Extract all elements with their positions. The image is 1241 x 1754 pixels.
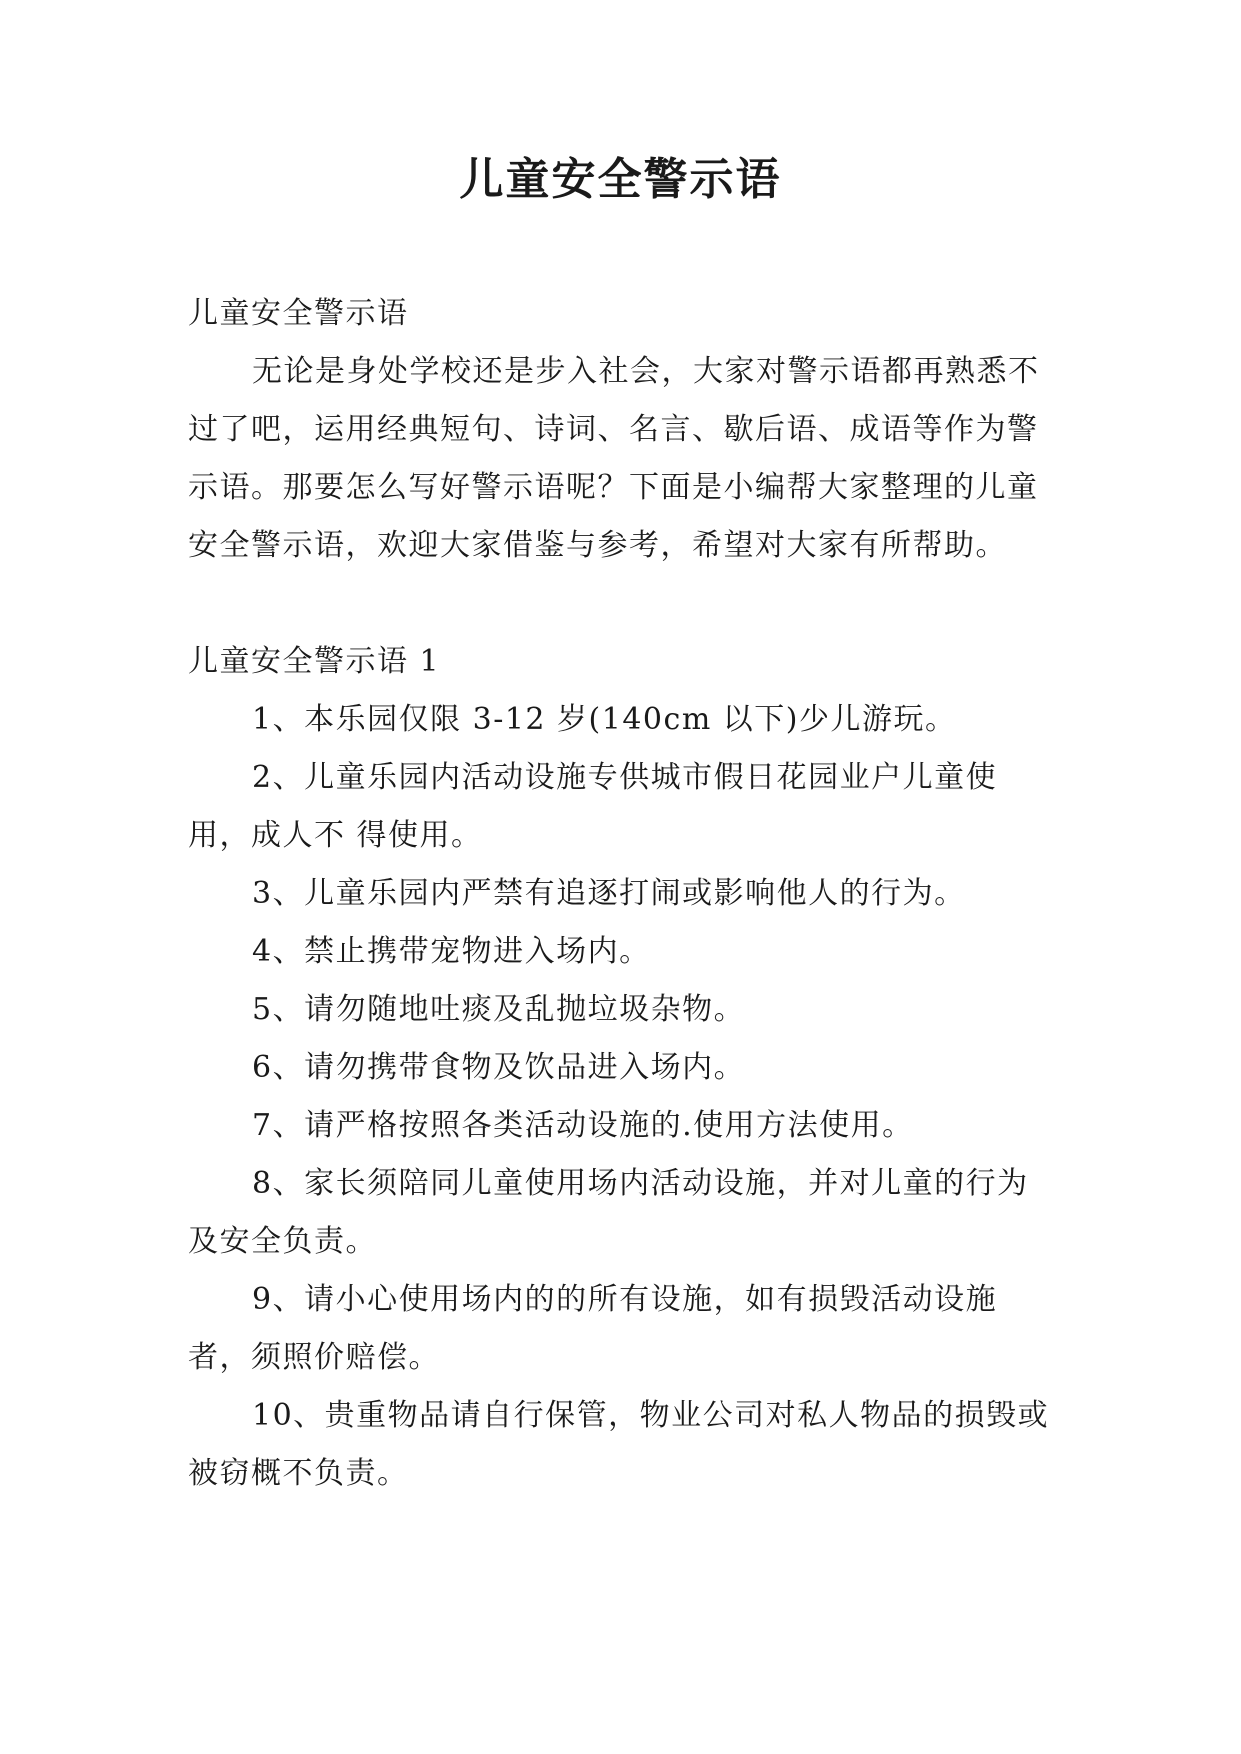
intro-heading: 儿童安全警示语 — [188, 296, 409, 331]
list-item: 8、家长须陪同儿童使用场内活动设施，并对儿童的行为及安全负责。 — [188, 1166, 1029, 1259]
list-item: 7、请严格按照各类活动设施的.使用方法使用。 — [252, 1108, 914, 1143]
list-item: 5、请勿随地吐痰及乱抛垃圾杂物。 — [252, 992, 746, 1027]
list-item: 9、请小心使用场内的的所有设施，如有损毁活动设施者，须照价赔偿。 — [188, 1282, 998, 1375]
list-item: 6、请勿携带食物及饮品进入场内。 — [252, 1050, 746, 1085]
list-item: 4、禁止携带宠物进入场内。 — [252, 934, 651, 969]
intro-paragraph: 无论是身处学校还是步入社会，大家对警示语都再熟悉不过了吧，运用经典短句、诗词、名言、歇后语、成语等作为警示语。那要怎么写好警示语呢？下面是小编帮大家整理的儿童安全警示语，欢迎大家借鉴与参考，希望对大家有所帮助。 — [188, 354, 1040, 563]
document-body — [188, 285, 1056, 1503]
list-item: 1、本乐园仅限 3-12 岁(140cm 以下)少儿游玩。 — [252, 702, 957, 737]
section-heading: 儿童安全警示语 1 — [188, 644, 441, 679]
list-item: 3、儿童乐园内严禁有追逐打闹或影响他人的行为。 — [252, 876, 966, 911]
list-item: 2、儿童乐园内活动设施专供城市假日花园业户儿童使用，成人不 得使用。 — [188, 760, 998, 853]
page-title: 儿童安全警示语 — [459, 154, 782, 205]
list-item: 10、贵重物品请自行保管，物业公司对私人物品的损毁或被窃概不负责。 — [188, 1398, 1050, 1491]
